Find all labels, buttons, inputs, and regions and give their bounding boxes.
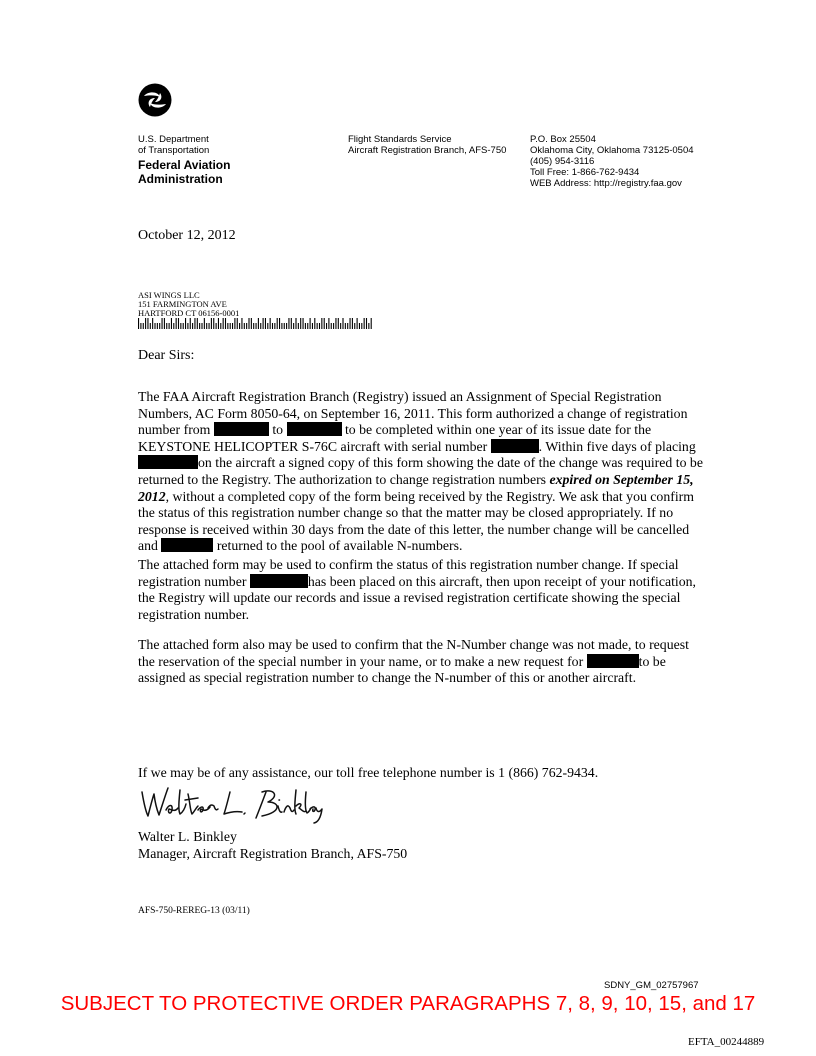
barcode-bar (331, 323, 332, 329)
barcode-bar (234, 318, 235, 329)
barcode-bar (338, 318, 339, 329)
paragraph-3 (138, 637, 708, 687)
barcode-bar (154, 323, 155, 329)
paragraph-1 (138, 389, 708, 555)
barcode-bar (251, 318, 252, 329)
barcode-bar (176, 318, 177, 329)
paragraph-text: The attached form may be used to confirm the status of this registration number change. If special registration number (138, 557, 679, 589)
barcode-bar (171, 318, 172, 329)
paragraph-text: returned to the pool of available N-numbers. (216, 538, 463, 554)
barcode-bar (138, 318, 139, 329)
barcode-bar (258, 318, 259, 329)
letter-date: October 12, 2012 (138, 228, 236, 243)
service-line: Aircraft Registration Branch, AFS-750 (348, 145, 507, 156)
barcode-bar (169, 323, 170, 329)
barcode-bar (244, 323, 245, 329)
barcode-bar (253, 323, 254, 329)
service-line: Flight Standards Service (348, 134, 452, 145)
barcode-bar (150, 323, 151, 329)
barcode-bar (211, 318, 212, 329)
signatory-name: Walter L. Binkley (138, 829, 237, 844)
barcode-bar (209, 323, 210, 329)
barcode-bar (194, 318, 195, 329)
barcode-bar (357, 318, 358, 329)
barcode-bar (272, 323, 273, 329)
handwritten-signature (138, 782, 328, 824)
address-line: (405) 954-3116 (530, 156, 595, 167)
barcode-bar (239, 323, 240, 329)
barcode-bar (310, 318, 311, 329)
barcode-bar (324, 318, 325, 329)
paragraph-text: has been placed on this aircraft, then upon receipt of your notification, the Registry will update our records and issue a revised registration certificate showing the special registration number. (138, 573, 696, 622)
paragraph-text: to be completed within one year of its issue date for the KEYSTONE HELICOPTER S-76C aircraft with serial number (138, 422, 652, 454)
barcode-bar (159, 323, 160, 329)
barcode-bar (145, 318, 146, 329)
address-line: P.O. Box 25504 (530, 134, 596, 145)
barcode-bar (286, 323, 287, 329)
service-block (348, 134, 506, 156)
barcode-bar (293, 323, 294, 329)
address-line: Oklahoma City, Oklahoma 73125-0504 (530, 145, 694, 156)
department-line: U.S. Department (138, 134, 209, 145)
barcode-bar (345, 323, 346, 329)
signatory (138, 829, 407, 862)
salutation: Dear Sirs: (138, 348, 195, 363)
barcode-bar (241, 318, 242, 329)
barcode-bar (162, 318, 163, 329)
barcode-bar (152, 318, 153, 329)
barcode-bar (178, 318, 179, 329)
barcode-bar (248, 318, 249, 329)
barcode-bar (303, 318, 304, 329)
barcode-bar (368, 323, 369, 329)
recipient-line: HARTFORD CT 06156-0001 (138, 308, 240, 318)
barcode-bar (317, 323, 318, 329)
barcode-bar (364, 318, 365, 329)
redaction-box (138, 455, 198, 469)
barcode-bar (312, 323, 313, 329)
barcode-bar (220, 323, 221, 329)
barcode-bar (204, 318, 205, 329)
barcode-bar (371, 318, 372, 329)
barcode-bar (192, 323, 193, 329)
barcode-bar (300, 318, 301, 329)
barcode-bar (183, 323, 184, 329)
barcode-bar (201, 323, 202, 329)
barcode-bar (335, 318, 336, 329)
barcode-bar (246, 323, 247, 329)
barcode-bar (206, 323, 207, 329)
paragraph-text: to be assigned as special registration number to change the N-number of this or another aircraft. (138, 653, 666, 686)
barcode-bar (140, 323, 141, 329)
barcode-bar (166, 323, 167, 329)
department-block (138, 134, 230, 186)
barcode-bar (279, 318, 280, 329)
barcode-bar (307, 323, 308, 329)
redaction-box (491, 439, 539, 453)
barcode-bar (274, 323, 275, 329)
barcode-bar (265, 318, 266, 329)
form-number: AFS-750-REREG-13 (03/11) (138, 906, 250, 916)
paragraph-text: to (272, 422, 284, 438)
barcode-bar (342, 318, 343, 329)
address-line: Toll Free: 1-866-762-9434 (530, 167, 640, 178)
barcode-bar (256, 323, 257, 329)
barcode-bar (328, 318, 329, 329)
barcode-bar (284, 323, 285, 329)
barcode-bar (281, 323, 282, 329)
barcode-bar (187, 323, 188, 329)
barcode-bar (270, 318, 271, 329)
paragraph-text: . Within five days of placing (538, 438, 696, 454)
barcode-bar (295, 318, 296, 329)
barcode-bar (185, 318, 186, 329)
redaction-box (250, 574, 308, 588)
barcode-bar (225, 318, 226, 329)
postal-barcode (138, 318, 373, 329)
agency-name: Administration (138, 172, 223, 186)
barcode-bar (260, 323, 261, 329)
recipient-address (138, 291, 239, 318)
barcode-bar (333, 323, 334, 329)
expiry-emphasis: expired on September 15, 2012 (138, 471, 694, 504)
barcode-bar (199, 323, 200, 329)
barcode-bar (216, 323, 217, 329)
barcode-bar (366, 318, 367, 329)
barcode-bar (354, 323, 355, 329)
barcode-bar (291, 318, 292, 329)
barcode-bar (157, 323, 158, 329)
barcode-bar (213, 318, 214, 329)
signatory-title: Manager, Aircraft Registration Branch, AFS-750 (138, 845, 408, 861)
redaction-box (214, 422, 269, 436)
paragraph-2 (138, 557, 708, 623)
agency-name: Federal Aviation (138, 158, 231, 172)
bates-number: SDNY_GM_02757967 (604, 980, 699, 991)
barcode-bar (347, 323, 348, 329)
barcode-bar (319, 323, 320, 329)
address-line: WEB Address: http://registry.faa.gov (530, 178, 682, 189)
barcode-bar (350, 318, 351, 329)
barcode-bar (197, 318, 198, 329)
barcode-bar (237, 318, 238, 329)
barcode-bar (218, 318, 219, 329)
barcode-bar (227, 323, 228, 329)
paragraph-text: , without a completed copy of the form being received by the Registry. We ask that you confirm the status of this registration number change so that the matter may be closed appropriately. If no response is received within 30 days from the date of this letter, the number change will be cancelled and (138, 488, 694, 554)
paragraph-4: If we may be of any assistance, our toll free telephone number is 1 (866) 762-9434. (138, 765, 599, 780)
recipient-line: 151 FARMINGTON AVE (138, 299, 227, 309)
barcode-bar (147, 318, 148, 329)
barcode-bar (298, 323, 299, 329)
efta-number: EFTA_00244889 (688, 1036, 765, 1048)
barcode-bar (223, 318, 224, 329)
recipient-line: ASI WINGS LLC (138, 290, 200, 300)
barcode-bar (164, 318, 165, 329)
redaction-box (587, 654, 639, 668)
barcode-bar (359, 323, 360, 329)
dot-logo-icon (138, 83, 172, 117)
barcode-bar (314, 318, 315, 329)
barcode-bar (305, 323, 306, 329)
department-line: of Transportation (138, 145, 210, 156)
barcode-bar (190, 318, 191, 329)
barcode-bar (263, 318, 264, 329)
protective-order-notice: SUBJECT TO PROTECTIVE ORDER PARAGRAPHS 7, 8, 9, 10, 15, and 17 (60, 992, 756, 1015)
barcode-bar (143, 323, 144, 329)
barcode-bar (180, 323, 181, 329)
barcode-bar (232, 323, 233, 329)
paragraph-text: The attached form also may be used to confirm that the N-Number change was not made, to request the reservation of the special number in your name, or to make a new request for (138, 637, 689, 669)
barcode-bar (277, 318, 278, 329)
barcode-bar (340, 323, 341, 329)
redaction-box (161, 538, 213, 552)
barcode-bar (173, 323, 174, 329)
barcode-bar (267, 323, 268, 329)
paragraph-text: on the aircraft a signed copy of this form showing the date of the change was required to be returned to the Registry. The authorization to change registration numbers (138, 455, 703, 487)
barcode-bar (352, 318, 353, 329)
paragraph-text: The FAA Aircraft Registration Branch (Registry) issued an Assignment of Special Registration Numbers, AC Form 8050-64, on September 16, 2011. This form authorized a change of registration number from (138, 389, 688, 438)
barcode-bar (230, 323, 231, 329)
redaction-box (287, 422, 342, 436)
barcode-bar (288, 318, 289, 329)
address-block (530, 134, 694, 189)
barcode-bar (321, 318, 322, 329)
barcode-bar (326, 323, 327, 329)
barcode-bar (361, 323, 362, 329)
